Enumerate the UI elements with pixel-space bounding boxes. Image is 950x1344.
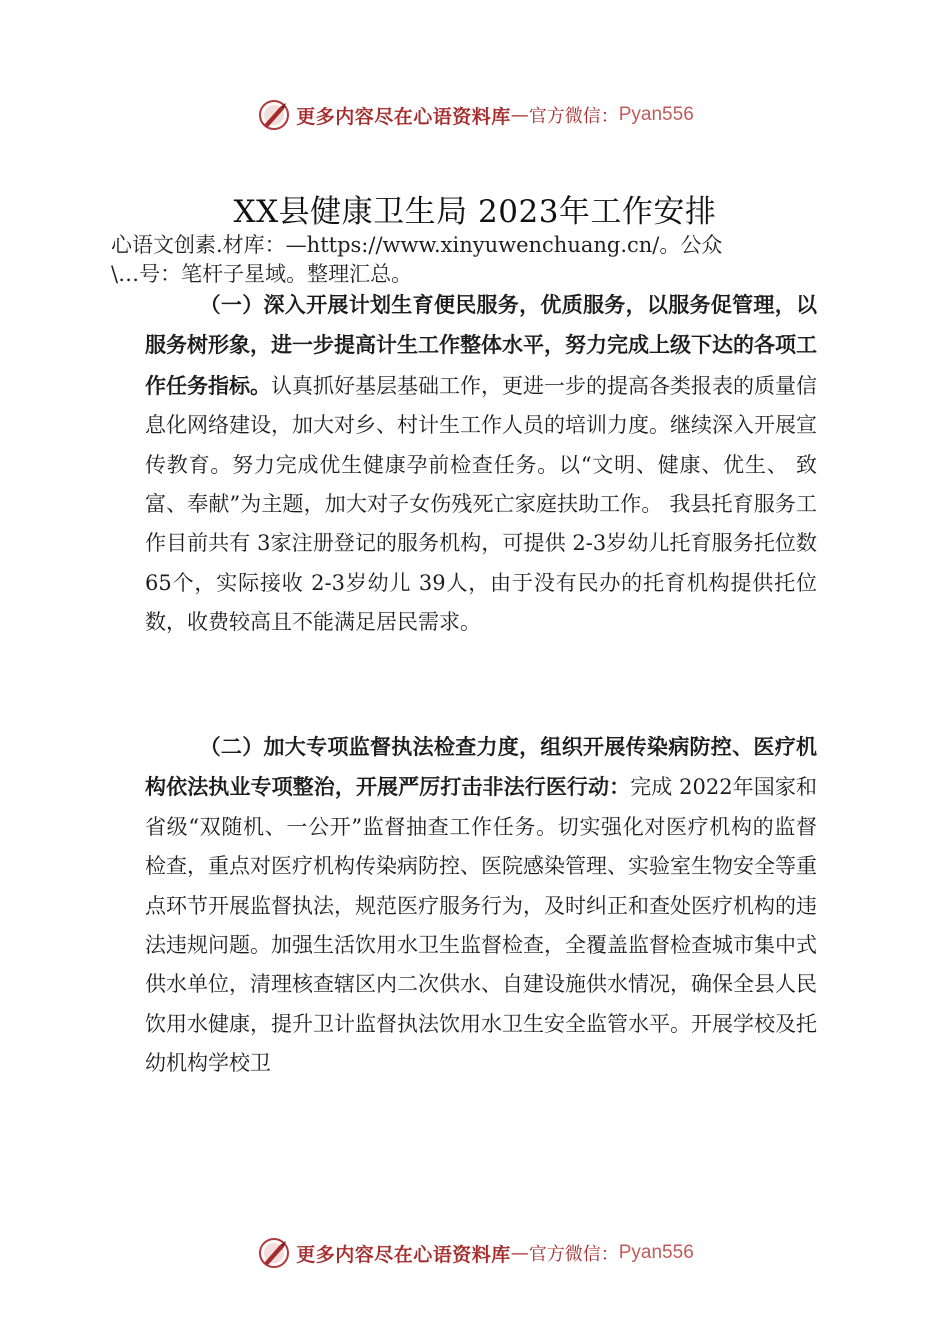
watermark-dash: — (510, 1242, 529, 1264)
footer-watermark-banner (0, 1233, 950, 1273)
paragraph-1-body: 认真抓好基层基础工作，更进一步的提高各类报表的质量信息化网络建设，加大对乡、村计生工作人员的培训力度。继续深入开展宣传教育。努力完成优生健康孕前检查任务。以“文明、健康、优生、 致富、奉献”为主题，加大对子女伤残死亡家庭扶助工作。 我县托育服务工作目前共有 3家注册登记的服务机构，可提供 2-3岁幼儿托育服务托位数 65个，实际接收 2-3岁幼儿 39人，由于没有民办的托育机构提供托位数，收费较高且不能满足居民需求。 (145, 373, 817, 635)
pen-nib-logo-icon (256, 1235, 292, 1271)
watermark-account: Pyan556 (618, 104, 694, 125)
watermark-wechat-label: 官方微信： (528, 106, 619, 127)
header-watermark-banner (0, 95, 950, 135)
source-note: 心语文创素.材库：—https://www.xinyuwenchuang.cn/。公众 \…号：笔杆子星域。整理汇总。 (111, 233, 723, 286)
paragraph-2-lead: （二）加大专项监督执法检查力度，组织开展传染病防控、医疗机构依法执业专项整治，开展严厉打击非法行医行动： (145, 734, 817, 800)
paragraph-2-body: 完成 2022年国家和省级“双随机、一公开”监督抽查工作任务。切实强化对医疗机构的监督检查，重点对医疗机构传染病防控、医院感染管理、实验室生物安全等重点环节开展监督执法，规范医疗服务行为，及时纠正和查处医疗机构的违法违规问题。加强生活饮用水卫生监督检查，全覆盖监督检查城市集中式供水单位，清理核查辖区内二次供水、自建设施供水情况，确保全县人民饮用水健康，提升卫计监督执法饮用水卫生安全监管水平。开展学校及托幼机构学校卫 (145, 775, 817, 1076)
watermark-brand-text: 更多内容尽在心语资料库 (296, 105, 511, 128)
watermark-account: Pyan556 (618, 1242, 694, 1263)
paragraph-2 (145, 727, 817, 1084)
pen-nib-logo-icon (256, 97, 292, 133)
watermark-wechat-label: 官方微信： (528, 1244, 619, 1265)
watermark-dash: — (510, 104, 529, 126)
watermark-brand-text: 更多内容尽在心语资料库 (296, 1243, 511, 1266)
paragraph-1-lead: （一）深入开展计划生育便民服务，优质服务，以服务促管理，以服务树形象，进一步提高计生工作整体水平，努力完成上级下达的各项工作任务指标。 (145, 292, 817, 398)
paragraph-1 (145, 285, 817, 643)
page-title: XX县健康卫生局 2023年工作安排 (233, 194, 717, 230)
